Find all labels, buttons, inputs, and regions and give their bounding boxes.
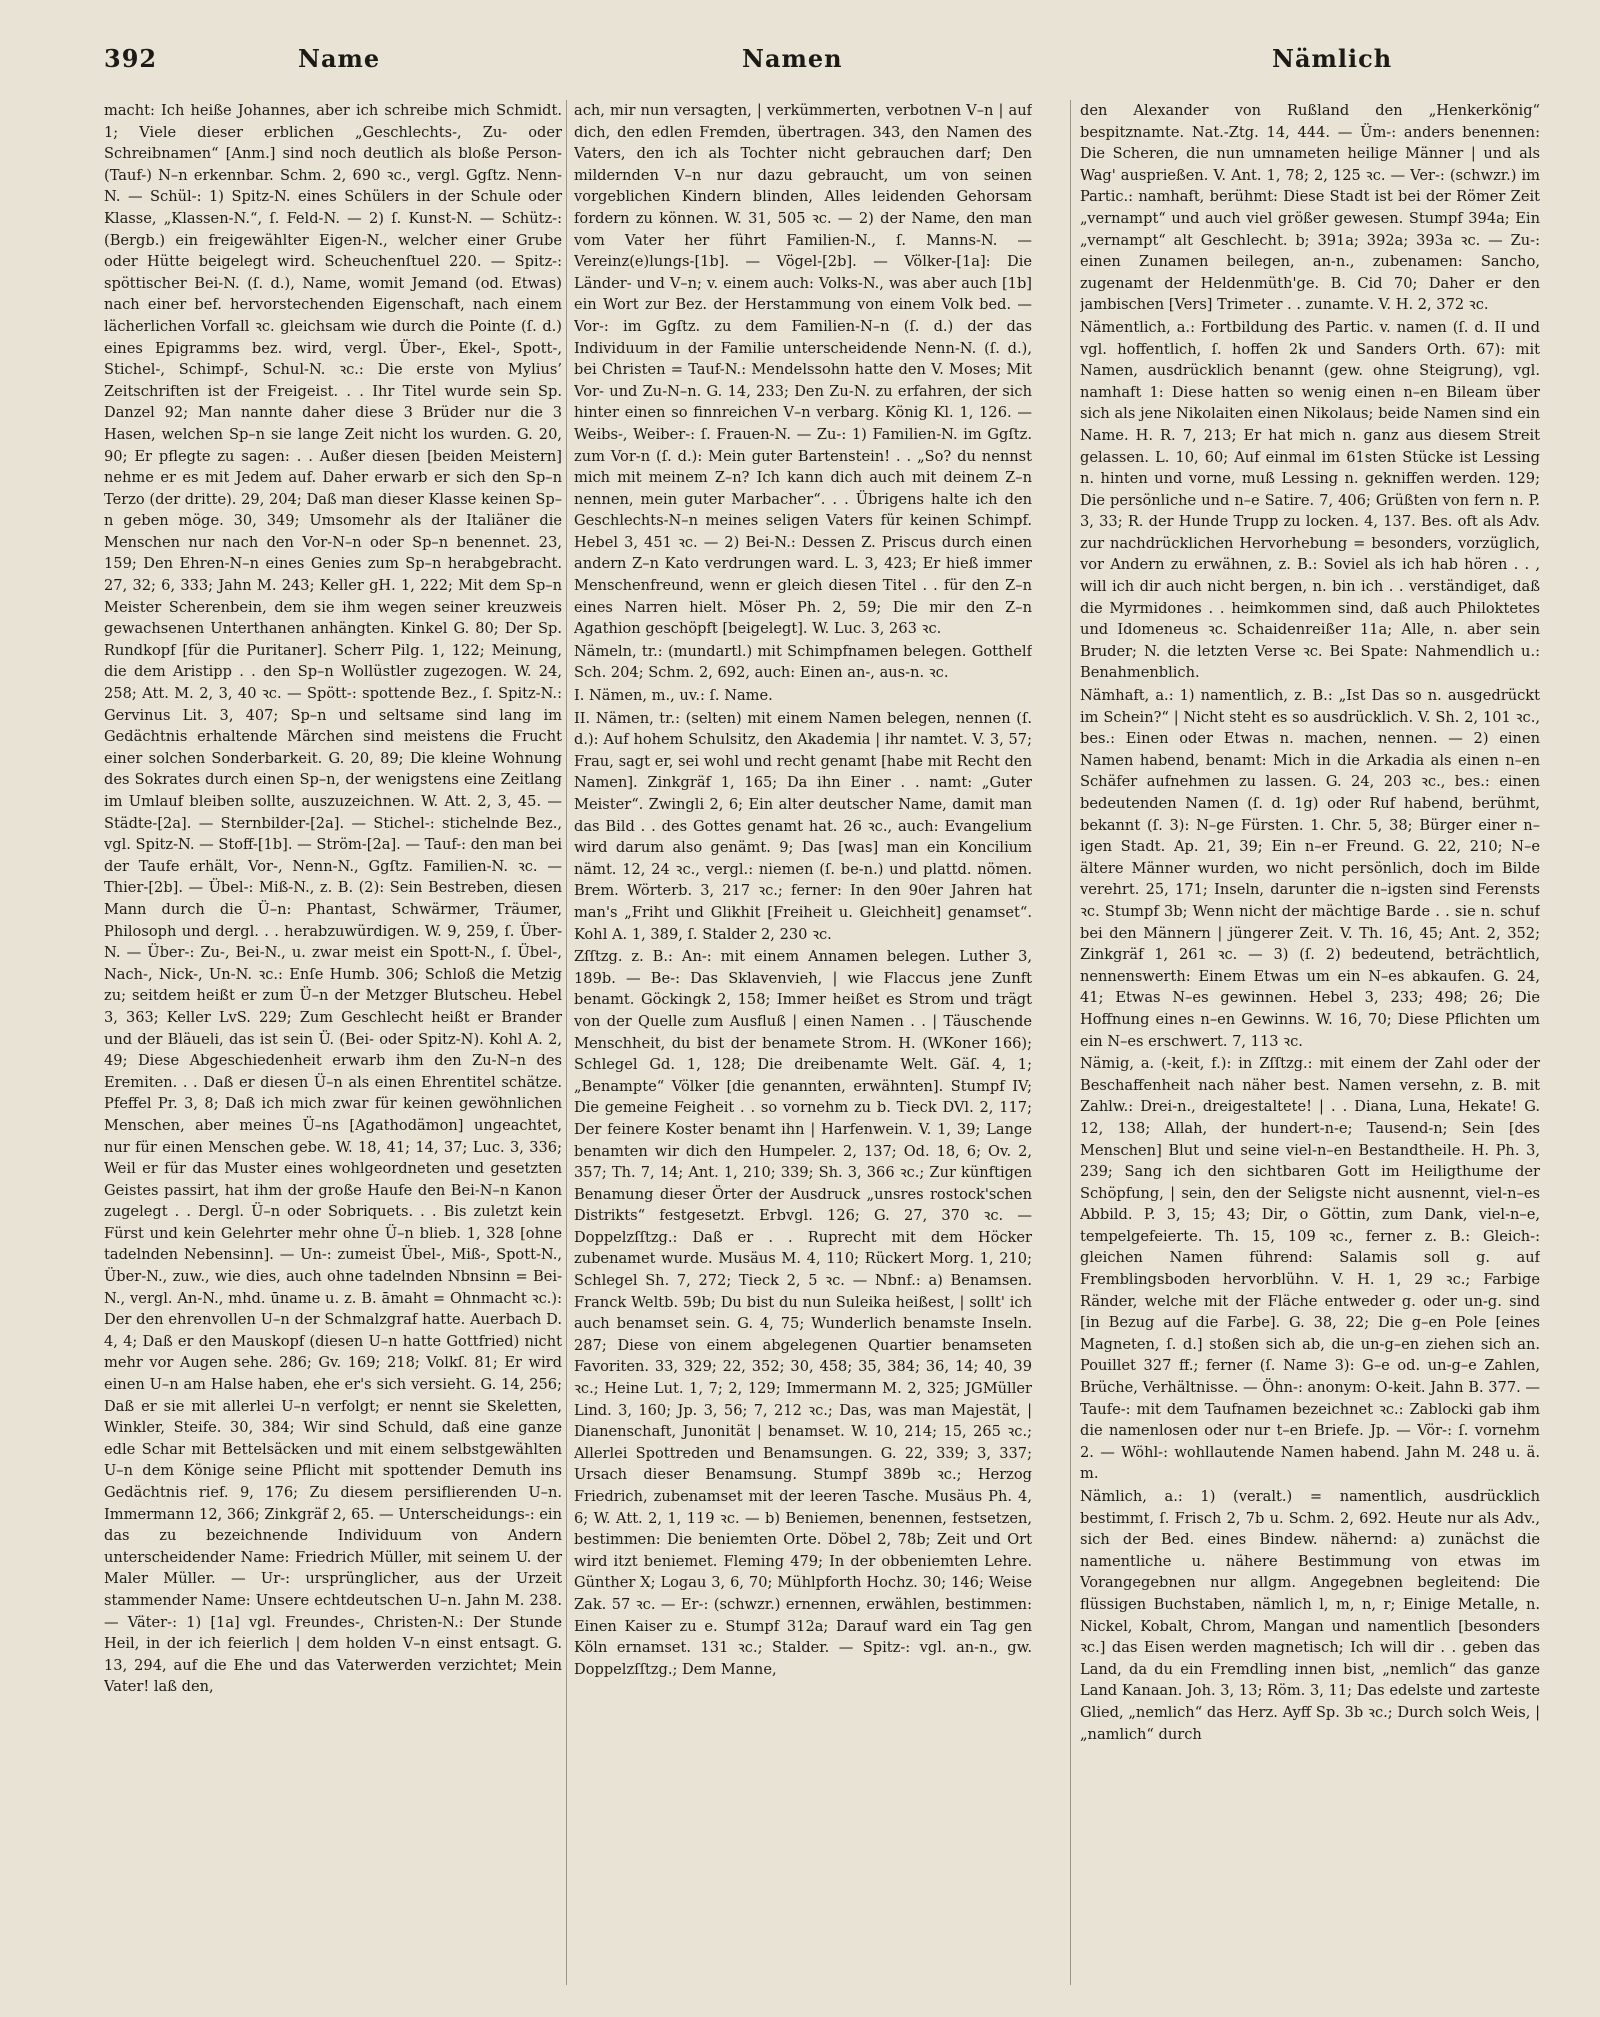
entry-namhaft: Nämhaft, a.: 1) namentlich, z. B.: „Ist Das so n. ausgedrückt im Schein?“ | Nicht steht es so ausdrücklich. V. Sh. 2, 101 ꝛc., bes.: Einen oder Etwas n. machen, nennen. — 2) einen Namen habend, benamt: Mich in die Arkadia als einen n–en Schäfer aufnehmen zu lassen. G. 24, 203 ꝛc., bes.: einen bedeutenden Namen (ſ. d. 1g) oder Ruf habend, berühmt, bekannt (ſ. 3): N–ge Fürsten. 1. Chr. 5, 38; Bürger einer n–igen Stadt. Ap. 21, 39; Ein n–er Freund. G. 22, 210; N–e ältere Männer wurden, wo nicht persönlich, doch im Bilde verehrt. 25, 171; Inseln, darunter die n–igsten sind Ferensts ꝛc. Stumpf 3b; Wenn nicht der mächtige Barde . . sie n. schuf bei den Männern | jüngerer Zeit. V. Th. 16, 45; Ant. 2, 352; Zinkgräf 1, 261 ꝛc. — 3) (ſ. 2) bedeutend, beträchtlich, nennenswerth: Einem Etwas um ein N–es abkaufen. G. 24, 41; Etwas N–es gewinnen. Hebel 3, 233; 498; 26; Die Hoffnung eines n–en Gewinns. W. 16, 70; Diese Pflichten um ein N–es erschwert. 7, 113 ꝛc. bbox=[1080, 687, 1540, 1050]
entry-nameln: Nämeln, tr.: (mundartl.) mit Schimpfnamen belegen. Gotthelf Sch. 204; Schm. 2, 692, auch: Einen an-, aus-n. ꝛc. bbox=[574, 642, 1032, 682]
column-1 bbox=[104, 100, 562, 1990]
entry-namen-noun: I. Nämen, m., uv.: ſ. Name. bbox=[574, 687, 773, 705]
entry-namen-verb: II. Nämen, tr.: (selten) mit einem Namen belegen, nennen (ſ. d.): Auf hohem Schulsitz, den Akademia | ihr namtet. V. 3, 57; Frau, sagt er, sei wohl und recht genamt [habe mit Recht den Namen]. Zinkgräf 1, 165; Da ihn Einer . . namt: „Guter Meister“. Zwingli 2, 6; Ein alter deutscher Name, damit man das Bild . . des Gottes genamt hat. 26 ꝛc., auch: Evangelium wird darum also genämt. 9; Das [was] man ein Koncilium nämt. 12, 24 ꝛc., vergl.: niemen (ſ. be-n.) und plattd. nömen. Brem. Wörterb. 3, 217 ꝛc.; ferner: In den 90er Jahren hat man's „Friht und Glikhit [Freiheit u. Gleichheit] genamset“. Kohl A. 1, 389, ſ. Stalder 2, 230 ꝛc. bbox=[574, 709, 1032, 943]
column-3 bbox=[1080, 100, 1540, 1990]
entry-compounds: Zſſtzg. z. B.: An-: mit einem Annamen belegen. Luther 3, 189b. — Be-: Das Sklavenvieh, | wie Flaccus jene Zunft benamt. Göckingk 2, 158; Immer heißet es Strom und trägt von der Quelle zum Ausfluß | einen Namen . . | Täuschende Menschheit, du bist der benamete Strom. H. (WKoner 166); Schlegel Gd. 1, 128; Die dreibenamte Welt. Gäſ. 4, 1; „Benampte“ Völker [die genannten, erwähnten]. Stumpf IV; Die gemeine Feigheit . . so vornehm zu b. Tieck DVl. 2, 117; Der feinere Koster benamt ihn | Harfenwein. V. 1, 39; Lange benamten wir dich den Humpeler. 2, 137; Od. 18, 6; Ov. 2, 357; Th. 7, 14; Ant. 1, 210; 339; Sh. 3, 366 ꝛc.; Zur künftigen Benamung dieser Örter der Ausdruck „unsres rostock'schen Distrikts“ festgesetzt. Erbvgl. 126; G. 27, 370 ꝛc. — Doppelzſſtzg.: Daß er . . Ruprecht mit dem Höcker zubenamet wurde. Musäus M. 4, 110; Rückert Morg. 1, 210; Schlegel Sh. 7, 272; Tieck 2, 5 ꝛc. — Nbnf.: a) Benamsen. Franck Weltb. 59b; Du bist du nun Suleika heißest, | sollt' ich auch benamset sein. G. 4, 75; Wunderlich benamste Inseln. 287; Diese von einem abgelegenen Quartier benamseten Favoriten. 33, 329; 22, 352; 30, 458; 35, 384; 36, 14; 40, 39 ꝛc.; Heine Lut. 1, 7; 2, 129; Immermann M. 2, 325; JGMüller Lind. 3, 160; Jp. 3, 56; 7, 212 ꝛc.; Das, was man Majestät, | Dianenschaft, Junonität | benamset. W. 10, 214; 15, 265 ꝛc.; Allerlei Spottreden und Benamsungen. G. 22, 339; 3, 337; Ursach dieser Benamsung. Stumpf 389b ꝛc.; Herzog Friedrich, zubenamset mit der leeren Tasche. Musäus Ph. 4, 6; W. Att. 2, 1, 119 ꝛc. — b) Beniemen, benennen, festsetzen, bestimmen: Die beniemten Orte. Döbel 2, 78b; Zeit und Ort wird itzt beniemet. Fleming 479; In der obbeniemten Lehre. Günther X; Logau 3, 6, 70; Mühlpforth Hochz. 30; 146; Weise Zak. 57 ꝛc. — Er-: (schwzr.) ernennen, erwählen, bestimmen: Einen Kaiser zu e. Stumpf 312a; Darauf ward ein Tag gen Köln ernamset. 131 ꝛc.; Stalder. — Spitz-: vgl. an-n., gw. Doppelzſſtzg.; Dem Manne, bbox=[574, 948, 1032, 1678]
column-2 bbox=[574, 100, 1032, 1990]
column-rule bbox=[1070, 100, 1071, 1985]
entry-namig: Nämig, a. (-keit, f.): in Zſſtzg.: mit einem der Zahl oder der Beschaffenheit nach näher best. Namen versehn, z. B. mit Zahlw.: Drei-n., dreigestaltete! | . . Diana, Luna, Hekate! G. 12, 138; Allah, der hundert-n-e; Tausend-n; Sein [des Menschen] Blut und seine viel-n–en Bestandtheile. H. Ph. 3, 239; Sang ich den sichtbaren Gott im Heiligthume der Schöpfung, | sein, den der Seligste nicht ausnennt, viel-n–es Abbild. P. 3, 15; 43; Dir, o Göttin, zum Dank, viel-n–e, tempelgefeierte. Th. 15, 109 ꝛc., ferner z. B.: Gleich-: gleichen Namen führend: Salamis soll g. auf Fremblingsboden hervorblühn. V. H. 1, 29 ꝛc.; Farbige Ränder, welche mit der Fläche entweder g. oder un-g. sind [in Bezug auf die Farbe]. G. 38, 22; Die g–en Pole [eines Magneten, ſ. d.] stoßen sich ab, die un-g–en ziehen sich an. Pouillet 327 ff.; ferner (ſ. Name 3): G–e od. un-g–e Zahlen, Brüche, Verhältnisse. — Öhn-: anonym: O-keit. Jahn B. 377. — Taufe-: mit dem Taufnamen bezeichnet ꝛc.: Zablocki gab ihm die namenlosen oder nur t–en Briefe. Jp. — Vör-: ſ. vornehm 2. — Wöhl-: wohllautende Namen habend. Jahn M. 248 u. ä. m. bbox=[1080, 1055, 1540, 1483]
entry-namlich: Nämlich, a.: 1) (veralt.) = namentlich, ausdrücklich bestimmt, ſ. Frisch 2, 7b u. Schm. 2, 692. Heute nur als Adv., sich der Bed. eines Bindew. nähernd: a) zunächst die namentliche u. nähere Bestimmung von etwas im Vorangegebnen nur allgm. Angegebnen begleitend: Die flüssigen Buchstaben, nämlich l, m, n, r; Einige Metalle, n. Nickel, Kobalt, Chrom, Mangan und namentlich [besonders ꝛc.] das Eisen werden magnetisch; Ich will dir . . geben das Land, da du ein Fremdling innen bist, „nemlich“ das ganze Land Kanaan. Joh. 3, 13; Röm. 3, 11; Das edelste und zarteste Glied, „nemlich“ das Herz. Ayff Sp. 3b ꝛc.; Durch solch Weis, | „namlich“ durch bbox=[1080, 1488, 1540, 1743]
running-head-center: Namen bbox=[742, 44, 843, 73]
running-head-left: Name bbox=[298, 44, 381, 73]
column-rule bbox=[566, 100, 567, 1985]
entry-paragraph: den Alexander von Rußland den „Henkerkönig“ bespitznamte. Nat.-Ztg. 14, 444. — Üm-: anders benennen: Die Scheren, die nun umnameten heilige Männer | und als Wag' ausprießen. V. Ant. 1, 78; 2, 125 ꝛc. — Ver-: (schwzr.) im Partic.: namhaft, berühmt: Diese Stadt ist bei der Römer Zeit „vernampt“ und auch viel größer gewesen. Stumpf 394a; Ein „vernampt“ alt Geschlecht. b; 391a; 392a; 393a ꝛc. — Zu-: einen Zunamen beilegen, an-n., zubenamen: Sancho, zugenamt der Heldenmüth'ge. B. Cid 70; Daher er den jambischen [Vers] Trimeter . . zunamte. V. H. 2, 372 ꝛc. bbox=[1080, 102, 1540, 314]
running-head-right: Nämlich bbox=[1272, 44, 1393, 73]
entry-paragraph: macht: Ich heiße Johannes, aber ich schreibe mich Schmidt. 1; Viele dieser erblichen „Geschlechts-, Zu- oder Schreibnamen“ [Anm.] sind noch deutlich als bloße Person- (Tauf-) N–n erkennbar. Schm. 2, 690 ꝛc., vergl. Ggſtz. Nenn-N. — Schül-: 1) Spitz-N. eines Schülers in der Schule oder Klasse, „Klassen-N.“, ſ. Feld-N. — 2) ſ. Kunst-N. — Schütz-: (Bergb.) ein freigewählter Eigen-N., welcher einer Grube oder Hütte beigelegt wird. Scheuchenſtuel 220. — Spitz-: spöttischer Bei-N. (ſ. d.), Name, womit Jemand (od. Etwas) nach einer bef. hervorstechenden Eigenschaft, nach einem lächerlichen Vorfall ꝛc. gleichsam wie durch die Pointe (ſ. d.) eines Epigramms bez. wird, vergl. Über-, Ekel-, Spott-, Stichel-, Schimpf-, Schul-N. ꝛc.: Die erste von Mylius’ Zeitschriften ist der Freigeist. . . Ihr Titel wurde sein Sp. Danzel 92; Man nannte daher diese 3 Brüder nur die 3 Hasen, welchen Sp–n sie lange Zeit nicht los wurden. G. 20, 90; Er pflegte zu sagen: . . Außer diesen [beiden Meistern] nehme er es mit Jedem auf. Daher erwarb er sich den Sp–n Terzo (der dritte). 29, 204; Daß man dieser Klasse keinen Sp–n geben möge. 30, 349; Umsomehr als der Italiäner die Menschen nur nach den Vor-N–n oder Sp–n benennet. 23, 159; Den Ehren-N–n eines Genies zum Sp–n herabgebracht. 27, 32; 6, 333; Jahn M. 243; Keller gH. 1, 222; Mit dem Sp–n Meister Scherenbein, dem sie ihm wegen seiner kreuzweis gewachsenen Unterthanen anhängten. Kinkel G. 80; Der Sp. Rundkopf [für die Puritaner]. Scherr Pilg. 1, 122; Meinung, die dem Aristipp . . den Sp–n Wollüstler zugezogen. W. 24, 258; Att. M. 2, 3, 40 ꝛc. — Spött-: spottende Bez., ſ. Spitz-N.: Gervinus Lit. 3, 407; Sp–n und seltsame sind lang im Gedächtnis erhaltende Märchen sind meistens die Frucht einer solchen Sonderbarkeit. G. 20, 89; Die kleine Wohnung des Sokrates durch einen Sp–n, der wenigstens eine Zeitlang im Umlauf bleiben sollte, auszuzeichnen. W. Att. 2, 3, 45. — Städte-[2a]. — Sternbilder-[2a]. — Stichel-: stichelnde Bez., vgl. Spitz-N. — Stoff-[1b]. — Ström-[2a]. — Tauf-: den man bei der Taufe erhält, Vor-, Nenn-N., Ggſtz. Familien-N. ꝛc. — Thier-[2b]. — Übel-: Miß-N., z. B. (2): Sein Bestreben, diesen Mann durch die Ü–n: Phantast, Schwärmer, Träumer, Philosoph und dergl. . . herabzuwürdigen. W. 9, 259, ſ. Über-N. — Über-: Zu-, Bei-N., u. zwar meist ein Spott-N., ſ. Übel-, Nach-, Nick-, Un-N. ꝛc.: Enſe Humb. 306; Schloß die Metzig zu; seitdem heißt er zum Ü–n der Metzger Blutscheu. Hebel 3, 363; Keller LvS. 229; Zum Geschlecht heißt er Brander und der Bläueli, das ist sein Ü. (Bei- oder Spitz-N). Kohl A. 2, 49; Diese Abgeschiedenheit erwarb ihm den Zu-N–n des Eremiten. . . Daß er diesen Ü–n als einen Ehrentitel schätze. Pfeffel Pr. 3, 8; Daß ich mich zwar für keinen gewöhnlichen Menschen, aber meines Ü–ns [Agathodämon] ungeachtet, nur für einen Menschen gebe. W. 18, 41; 14, 37; Luc. 3, 336; Weil er für das Muster eines wohlgeordneten und gesetzten Geistes passirt, hat ihm der große Haufe den Bei-N–n Kanon zugelegt . . Dergl. Ü–n oder Sobriquets. . . Bis zuletzt kein Fürst und kein Gelehrter mehr ohne Ü–n blieb. 1, 328 [ohne tadelnden Nebensinn]. — Un-: zumeist Übel-, Miß-, Spott-N., Über-N., zuw., wie dies, auch ohne tadelnden Nbnsinn = Bei-N., vergl. An-N., mhd. ūname u. z. B. āmaht = Ohnmacht ꝛc.): Der den ehrenvollen U–n der Schmalzgraf hatte. Auerbach D. 4, 4; Daß er den Mauskopf (diesen U–n hatte Gottfried) nicht mehr vor Augen sehe. 286; Gv. 169; 218; Volkſ. 81; Er wird einen U–n am Halse haben, ehe er's sich versieht. G. 14, 256; Daß er sie mit allerlei U–n verfolgt; er nennt sie Skeletten, Winkler, Steife. 30, 384; Wir sind Schuld, daß eine ganze edle Schar mit Bettelsäcken und mit einem selbstgewählten U–n dem Könige seine Pflicht mit spottender Demuth ins Gedächtnis rief. 9, 176; Zu diesem persiflierenden U–n. Immermann 12, 366; Zinkgräf 2, 65. — Unterscheidungs-: ein das zu bezeichnende Individuum von Andern unterscheidender Name: Friedrich Müller, mit seinem U. der Maler Müller. — Ur-: ursprünglicher, aus der Urzeit stammender Name: Unsere echtdeutschen U–n. Jahn M. 238. — Väter-: 1) [1a] vgl. Freundes-, Christen-N.: Der Stunde Heil, in der ich feierlich | dem holden V–n einst entsagt. G. 13, 294, auf die Ehe und das Vaterwerden verzichtet; Mein Vater! laß den, bbox=[104, 102, 562, 1696]
entry-paragraph: ach, mir nun versagten, | verkümmerten, verbotnen V–n | auf dich, den edlen Fremden, übertragen. 343, den Namen des Vaters, den ich als Tochter nicht gebrauchen darf; Den mildernden V–n nur dazu gebraucht, um von seinen vorgeblichen Kindern blinden, Alles leidenden Gehorsam fordern zu können. W. 31, 505 ꝛc. — 2) der Name, den man vom Vater her führt Familien-N., ſ. Manns-N. — Vereinz(e)lungs-[1b]. — Vögel-[2b]. — Völker-[1a]: Die Länder- und V–n; v. einem auch: Volks-N., was aber auch [1b] ein Wort zur Bez. der Herstammung von einem Volk bed. — Vor-: im Ggſtz. zu dem Familien-N–n (ſ. d.) der das Individuum in der Familie unterscheidende Nenn-N. (ſ. d.), bei Christen = Tauf-N.: Mendelssohn hatte den V. Moses; Mit Vor- und Zu-N–n. G. 14, 233; Den Zu-N. zu erfahren, der sich hinter einen so finnreichen V–n verbarg. König Kl. 1, 126. — Weibs-, Weiber-: ſ. Frauen-N. — Zu-: 1) Familien-N. im Ggſtz. zum Vor-n (ſ. d.): Mein guter Bartenstein! . . „So? du nennst mich mit meinem Z–n? Ich kann dich auch mit deinem Z–n nennen, mein guter Marbacher“. . . Übrigens halte ich den Geschlechts-N–n meines seligen Vaters für keinen Schimpf. Hebel 3, 451 ꝛc. — 2) Bei-N.: Dessen Z. Priscus durch einen andern Z–n Kato verdrungen ward. L. 3, 423; Er hieß immer Menschenfreund, wenn er gleich diesen Titel . . für den Z–n eines Narren hielt. Möser Ph. 2, 59; Die mir den Z–n Agathion geschöpft [beigelegt]. W. Luc. 3, 263 ꝛc. bbox=[574, 102, 1032, 638]
page-number: 392 bbox=[104, 44, 158, 73]
entry-namentlich: Nämentlich, a.: Fortbildung des Partic. v. namen (ſ. d. II und vgl. hoffentlich, ſ. hoffen 2k und Sanders Orth. 67): mit Namen, ausdrücklich benannt (gew. ohne Steigrung), vgl. namhaft 1: Diese hatten so wenig einen n–en Bileam über sich als jene Nikolaiten einen Nikolaus; beide Namen sind ein Name. H. R. 7, 213; Er hat mich n. ganz aus diesem Streit gelassen. L. 10, 60; Auf einmal im 61sten Stücke ist Lessing n. hinten und vorne, muß Lessing n. gekniffen werden. 129; Die persönliche und n–e Satire. 7, 406; Grüßten von fern n. P. 3, 33; R. der Hunde Trupp zu locken. 4, 137. Bes. oft als Adv. zur nachdrücklichen Hervorhebung = besonders, vorzüglich, vor Andern zu erwähnen, z. B.: Soviel als ich hab hören . . , will ich dir auch nicht bergen, n. bin ich . . verständiget, daß die Myrmidones . . heimkommen sind, daß auch Philoktetes und Idomeneus ꝛc. Schaidenreißer 11a; Alle, n. aber sein Bruder; N. die letzten Verse ꝛc. Bei Spate: Nahmendlich u.: Benahmenblich. bbox=[1080, 318, 1540, 682]
